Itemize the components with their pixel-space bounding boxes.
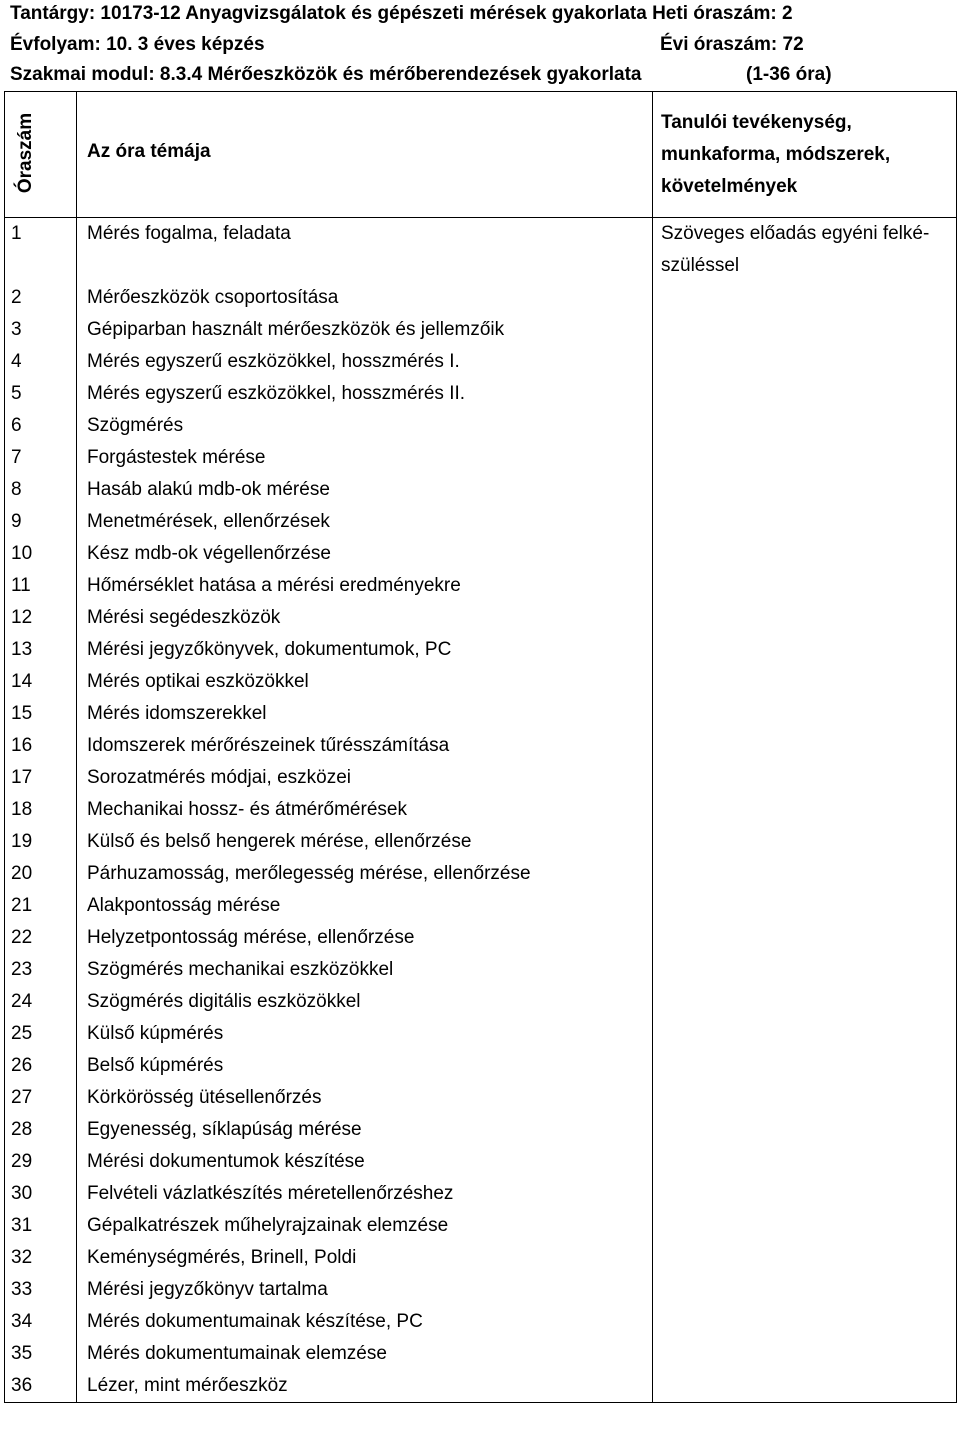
row-hour-number: 13 bbox=[5, 634, 77, 666]
row-hour-number: 29 bbox=[5, 1146, 77, 1178]
module-hours-text: (1-36 óra) bbox=[746, 64, 832, 85]
row-hour-number: 11 bbox=[5, 570, 77, 602]
row-hour-number: 14 bbox=[5, 666, 77, 698]
row-hour-number: 35 bbox=[5, 1338, 77, 1370]
row-topic: Párhuzamosság, merőlegesség mérése, ellenőrzése bbox=[77, 858, 653, 890]
row-topic: Szögmérés mechanikai eszközökkel bbox=[77, 954, 653, 986]
row-hour-number: 10 bbox=[5, 538, 77, 570]
row-topic: Mérés dokumentumainak elemzése bbox=[77, 1338, 653, 1370]
row-hour-number: 19 bbox=[5, 826, 77, 858]
row-hour-number: 28 bbox=[5, 1114, 77, 1146]
row-topic: Mérési jegyzőkönyv tartalma bbox=[77, 1274, 653, 1306]
row-hour-number: 16 bbox=[5, 730, 77, 762]
module-text: Szakmai modul: 8.3.4 Mérőeszközök és mérőberendezések gyakorlata bbox=[10, 64, 642, 85]
row-topic: Mérés fogalma, feladata bbox=[77, 218, 653, 283]
row-hour-number: 5 bbox=[5, 378, 77, 410]
row-hour-number: 17 bbox=[5, 762, 77, 794]
row-topic: Gépiparban használt mérőeszközök és jellemzőik bbox=[77, 314, 653, 346]
row-topic: Gépalkatrészek műhelyrajzainak elemzése bbox=[77, 1210, 653, 1242]
row-hour-number: 34 bbox=[5, 1306, 77, 1338]
column-header-topic: Az óra témája bbox=[77, 92, 653, 218]
column-header-hours-text: Óraszám bbox=[15, 112, 36, 194]
row-hour-number: 9 bbox=[5, 506, 77, 538]
row-hour-number: 31 bbox=[5, 1210, 77, 1242]
subject-line bbox=[10, 2, 793, 26]
row-hour-number: 30 bbox=[5, 1178, 77, 1210]
column-header-activity: Tanulói tevékenység, munkaforma, módszerek, követelmények bbox=[653, 92, 957, 218]
row-topic: Kész mdb-ok végellenőrzése bbox=[77, 538, 653, 570]
row-topic: Mérőeszközök csoportosítása bbox=[77, 282, 653, 314]
module-line bbox=[10, 63, 950, 87]
row-hour-number: 27 bbox=[5, 1082, 77, 1114]
row-topic: Belső kúpmérés bbox=[77, 1050, 653, 1082]
table-row bbox=[5, 218, 957, 283]
row-hour-number: 4 bbox=[5, 346, 77, 378]
row-topic: Mérés idomszerekkel bbox=[77, 698, 653, 730]
row-hour-number: 1 bbox=[5, 218, 77, 283]
row-topic: Alakpontosság mérése bbox=[77, 890, 653, 922]
row-topic: Sorozatmérés módjai, eszközei bbox=[77, 762, 653, 794]
row-topic: Mérési dokumentumok készítése bbox=[77, 1146, 653, 1178]
row-topic: Hasáb alakú mdb-ok mérése bbox=[77, 474, 653, 506]
row-hour-number: 6 bbox=[5, 410, 77, 442]
row-activity: Szöveges előadás egyéni felké-szüléssel bbox=[653, 218, 957, 1403]
row-hour-number: 8 bbox=[5, 474, 77, 506]
column-header-hours bbox=[5, 92, 77, 218]
syllabus-table bbox=[4, 91, 957, 1403]
annual-hours-text: Évi óraszám: 72 bbox=[660, 34, 804, 55]
row-hour-number: 18 bbox=[5, 794, 77, 826]
row-topic: Mérés dokumentumainak készítése, PC bbox=[77, 1306, 653, 1338]
row-hour-number: 12 bbox=[5, 602, 77, 634]
row-topic: Szögmérés bbox=[77, 410, 653, 442]
row-topic: Forgástestek mérése bbox=[77, 442, 653, 474]
row-hour-number: 25 bbox=[5, 1018, 77, 1050]
row-hour-number: 23 bbox=[5, 954, 77, 986]
row-topic: Helyzetpontosság mérése, ellenőrzése bbox=[77, 922, 653, 954]
row-topic: Felvételi vázlatkészítés méretellenőrzéshez bbox=[77, 1178, 653, 1210]
row-topic: Mérés optikai eszközökkel bbox=[77, 666, 653, 698]
row-hour-number: 33 bbox=[5, 1274, 77, 1306]
row-topic: Menetmérések, ellenőrzések bbox=[77, 506, 653, 538]
row-hour-number: 22 bbox=[5, 922, 77, 954]
row-topic: Idomszerek mérőrészeinek tűrésszámítása bbox=[77, 730, 653, 762]
row-hour-number: 7 bbox=[5, 442, 77, 474]
row-topic: Körkörösség ütésellenőrzés bbox=[77, 1082, 653, 1114]
row-hour-number: 20 bbox=[5, 858, 77, 890]
row-topic: Mérés egyszerű eszközökkel, hosszmérés II. bbox=[77, 378, 653, 410]
row-topic: Külső kúpmérés bbox=[77, 1018, 653, 1050]
row-topic: Lézer, mint mérőeszköz bbox=[77, 1370, 653, 1403]
row-hour-number: 2 bbox=[5, 282, 77, 314]
row-topic: Mechanikai hossz- és átmérőmérések bbox=[77, 794, 653, 826]
row-hour-number: 21 bbox=[5, 890, 77, 922]
row-hour-number: 3 bbox=[5, 314, 77, 346]
row-topic: Mérési jegyzőkönyvek, dokumentumok, PC bbox=[77, 634, 653, 666]
row-topic: Mérési segédeszközök bbox=[77, 602, 653, 634]
row-hour-number: 24 bbox=[5, 986, 77, 1018]
row-hour-number: 36 bbox=[5, 1370, 77, 1403]
subject-text: Tantárgy: 10173-12 Anyagvizsgálatok és gépészeti mérések gyakorlata Heti óraszám: 2 bbox=[10, 3, 793, 24]
grade-line bbox=[10, 33, 950, 57]
row-topic: Egyenesség, síklapúság mérése bbox=[77, 1114, 653, 1146]
row-topic: Külső és belső hengerek mérése, ellenőrzése bbox=[77, 826, 653, 858]
row-topic: Mérés egyszerű eszközökkel, hosszmérés I. bbox=[77, 346, 653, 378]
row-topic: Hőmérséklet hatása a mérési eredményekre bbox=[77, 570, 653, 602]
row-topic: Szögmérés digitális eszközökkel bbox=[77, 986, 653, 1018]
row-topic: Keménységmérés, Brinell, Poldi bbox=[77, 1242, 653, 1274]
row-hour-number: 15 bbox=[5, 698, 77, 730]
grade-text: Évfolyam: 10. 3 éves képzés bbox=[10, 34, 265, 55]
row-hour-number: 32 bbox=[5, 1242, 77, 1274]
row-hour-number: 26 bbox=[5, 1050, 77, 1082]
